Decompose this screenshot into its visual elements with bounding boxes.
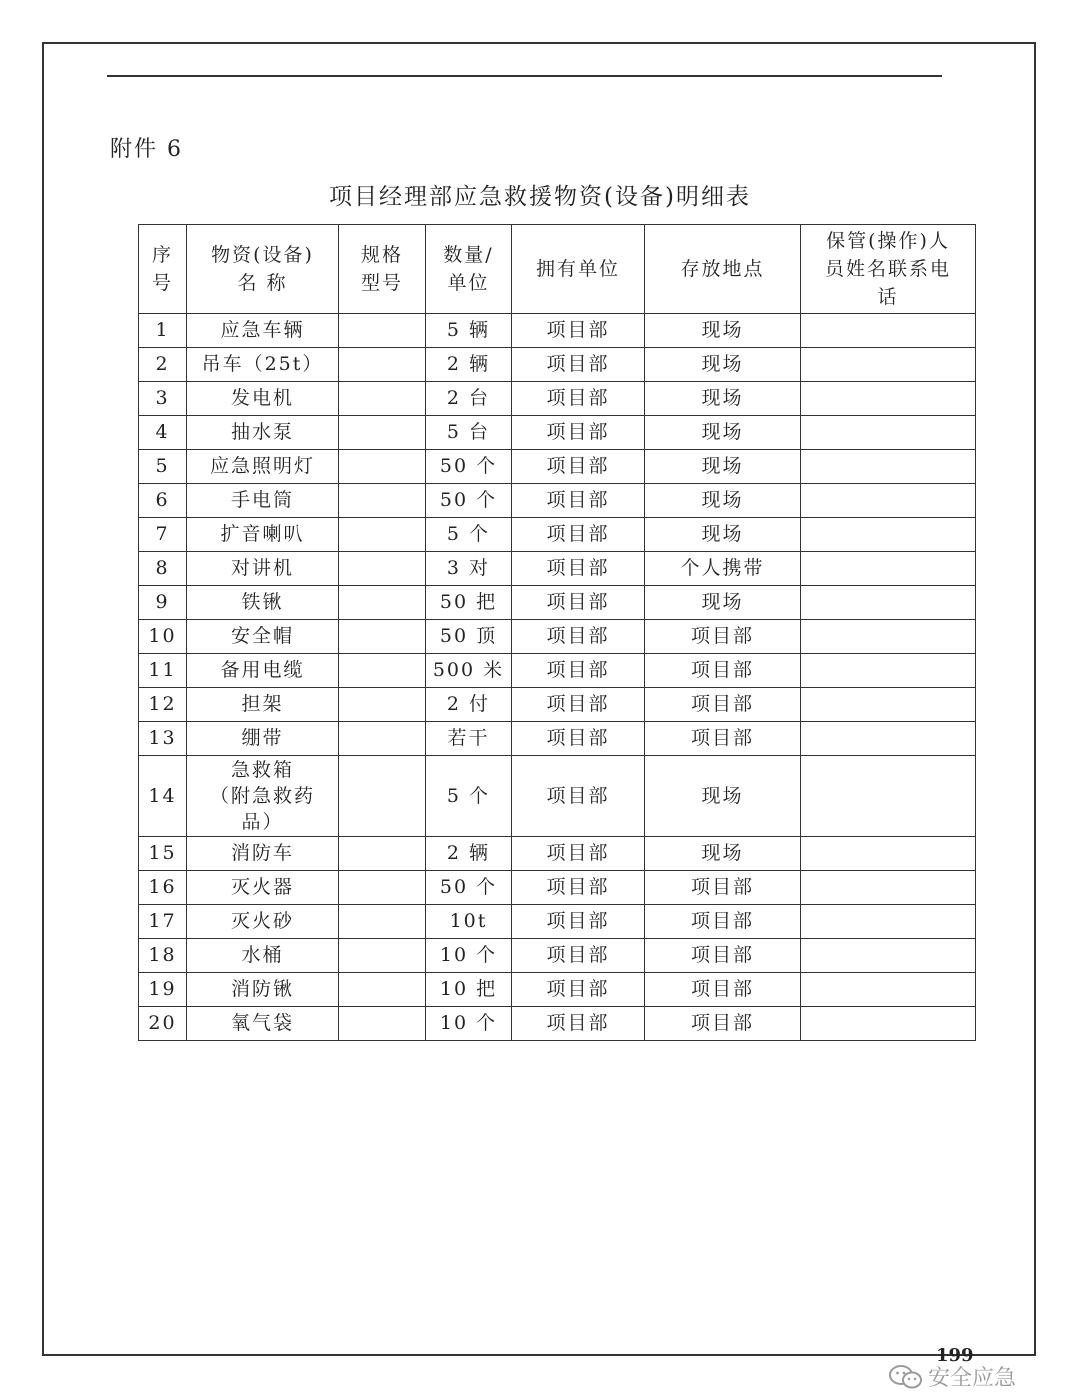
cell-spec	[339, 586, 426, 620]
cell-no: 5	[139, 450, 187, 484]
cell-qty: 10t	[426, 905, 512, 939]
cell-spec	[339, 837, 426, 871]
cell-location: 现场	[645, 837, 801, 871]
cell-name: 抽水泵	[187, 416, 339, 450]
cell-keeper	[801, 905, 976, 939]
cell-keeper	[801, 552, 976, 586]
cell-keeper	[801, 518, 976, 552]
table-row	[139, 688, 976, 722]
cell-name: 水桶	[187, 939, 339, 973]
cell-owner: 项目部	[512, 518, 645, 552]
cell-name: 对讲机	[187, 552, 339, 586]
cell-keeper	[801, 484, 976, 518]
cell-spec	[339, 620, 426, 654]
cell-qty: 10 把	[426, 973, 512, 1007]
cell-name: 消防车	[187, 837, 339, 871]
cell-keeper	[801, 722, 976, 756]
table-body	[139, 314, 976, 1041]
cell-no: 18	[139, 939, 187, 973]
header-spec: 规格 型号	[339, 225, 426, 314]
cell-location: 项目部	[645, 939, 801, 973]
document-title: 项目经理部应急救援物资(设备)明细表	[329, 184, 751, 210]
table-row	[139, 722, 976, 756]
cell-location: 项目部	[645, 871, 801, 905]
header-location: 存放地点	[645, 225, 801, 314]
table-row	[139, 586, 976, 620]
table-row	[139, 871, 976, 905]
cell-spec	[339, 416, 426, 450]
cell-owner: 项目部	[512, 484, 645, 518]
cell-location: 现场	[645, 484, 801, 518]
cell-qty: 50 个	[426, 484, 512, 518]
cell-qty: 5 个	[426, 518, 512, 552]
cell-keeper	[801, 348, 976, 382]
cell-no: 20	[139, 1007, 187, 1041]
cell-no: 15	[139, 837, 187, 871]
cell-name: 备用电缆	[187, 654, 339, 688]
cell-spec	[339, 552, 426, 586]
cell-keeper	[801, 382, 976, 416]
cell-keeper	[801, 837, 976, 871]
cell-owner: 项目部	[512, 905, 645, 939]
cell-no: 6	[139, 484, 187, 518]
cell-owner: 项目部	[512, 939, 645, 973]
cell-owner: 项目部	[512, 382, 645, 416]
cell-location: 现场	[645, 382, 801, 416]
table-row	[139, 973, 976, 1007]
cell-owner: 项目部	[512, 973, 645, 1007]
cell-name: 应急车辆	[187, 314, 339, 348]
cell-owner: 项目部	[512, 688, 645, 722]
cell-no: 2	[139, 348, 187, 382]
cell-no: 3	[139, 382, 187, 416]
wechat-icon	[888, 1364, 924, 1390]
cell-owner: 项目部	[512, 654, 645, 688]
cell-no: 8	[139, 552, 187, 586]
cell-location: 项目部	[645, 973, 801, 1007]
cell-no: 14	[139, 756, 187, 837]
cell-location: 项目部	[645, 620, 801, 654]
table-row	[139, 348, 976, 382]
header-qty: 数量/ 单位	[426, 225, 512, 314]
cell-qty: 2 付	[426, 688, 512, 722]
cell-qty: 2 辆	[426, 348, 512, 382]
cell-keeper	[801, 939, 976, 973]
cell-qty: 50 个	[426, 871, 512, 905]
table-row	[139, 382, 976, 416]
cell-no: 12	[139, 688, 187, 722]
cell-no: 19	[139, 973, 187, 1007]
cell-owner: 项目部	[512, 756, 645, 837]
cell-no: 17	[139, 905, 187, 939]
cell-spec	[339, 871, 426, 905]
cell-no: 11	[139, 654, 187, 688]
cell-name: 扩音喇叭	[187, 518, 339, 552]
cell-qty: 3 对	[426, 552, 512, 586]
cell-owner: 项目部	[512, 450, 645, 484]
cell-keeper	[801, 688, 976, 722]
header-owner: 拥有单位	[512, 225, 645, 314]
materials-table	[138, 224, 976, 1041]
cell-location: 项目部	[645, 1007, 801, 1041]
header-no: 序 号	[139, 225, 187, 314]
cell-no: 7	[139, 518, 187, 552]
cell-qty: 若干	[426, 722, 512, 756]
cell-qty: 50 个	[426, 450, 512, 484]
header-rule	[107, 75, 942, 77]
cell-location: 个人携带	[645, 552, 801, 586]
annex-label: 附件 6	[110, 137, 183, 162]
cell-qty: 2 台	[426, 382, 512, 416]
cell-owner: 项目部	[512, 314, 645, 348]
cell-no: 1	[139, 314, 187, 348]
cell-owner: 项目部	[512, 722, 645, 756]
table-row	[139, 1007, 976, 1041]
table-row	[139, 905, 976, 939]
cell-keeper	[801, 654, 976, 688]
cell-qty: 5 台	[426, 416, 512, 450]
table-row	[139, 314, 976, 348]
cell-name: 担架	[187, 688, 339, 722]
cell-spec	[339, 484, 426, 518]
cell-qty: 5 个	[426, 756, 512, 837]
cell-qty: 500 米	[426, 654, 512, 688]
cell-name: 安全帽	[187, 620, 339, 654]
cell-owner: 项目部	[512, 552, 645, 586]
cell-owner: 项目部	[512, 871, 645, 905]
cell-name: 手电筒	[187, 484, 339, 518]
cell-keeper	[801, 450, 976, 484]
cell-location: 现场	[645, 756, 801, 837]
cell-name: 应急照明灯	[187, 450, 339, 484]
cell-spec	[339, 654, 426, 688]
cell-spec	[339, 314, 426, 348]
table-row	[139, 654, 976, 688]
cell-owner: 项目部	[512, 1007, 645, 1041]
cell-keeper	[801, 1007, 976, 1041]
table-row	[139, 518, 976, 552]
cell-keeper	[801, 416, 976, 450]
cell-name: 吊车（25t）	[187, 348, 339, 382]
cell-qty: 50 顶	[426, 620, 512, 654]
cell-qty: 10 个	[426, 1007, 512, 1041]
cell-name: 发电机	[187, 382, 339, 416]
cell-owner: 项目部	[512, 416, 645, 450]
cell-keeper	[801, 756, 976, 837]
cell-name: 急救箱 （附急救药 品）	[187, 756, 339, 837]
table-row	[139, 837, 976, 871]
watermark	[888, 1361, 1016, 1392]
cell-spec	[339, 348, 426, 382]
cell-keeper	[801, 620, 976, 654]
table-row	[139, 756, 976, 837]
cell-keeper	[801, 586, 976, 620]
cell-owner: 项目部	[512, 837, 645, 871]
page-number: 199	[936, 1345, 974, 1366]
cell-qty: 2 辆	[426, 837, 512, 871]
cell-name: 灭火器	[187, 871, 339, 905]
cell-name: 氧气袋	[187, 1007, 339, 1041]
cell-location: 现场	[645, 348, 801, 382]
cell-location: 项目部	[645, 654, 801, 688]
cell-spec	[339, 939, 426, 973]
table-row	[139, 620, 976, 654]
cell-spec	[339, 688, 426, 722]
cell-owner: 项目部	[512, 620, 645, 654]
cell-no: 13	[139, 722, 187, 756]
cell-qty: 5 辆	[426, 314, 512, 348]
table-row	[139, 552, 976, 586]
cell-owner: 项目部	[512, 348, 645, 382]
cell-keeper	[801, 314, 976, 348]
cell-no: 4	[139, 416, 187, 450]
cell-name: 绷带	[187, 722, 339, 756]
header-name: 物资(设备) 名 称	[187, 225, 339, 314]
cell-spec	[339, 905, 426, 939]
cell-location: 现场	[645, 314, 801, 348]
table-row	[139, 939, 976, 973]
cell-spec	[339, 450, 426, 484]
table-row	[139, 450, 976, 484]
cell-name: 消防锹	[187, 973, 339, 1007]
cell-no: 10	[139, 620, 187, 654]
header-keeper: 保管(操作)人 员姓名联系电 话	[801, 225, 976, 314]
table-row	[139, 416, 976, 450]
cell-location: 现场	[645, 586, 801, 620]
cell-keeper	[801, 973, 976, 1007]
table-header-row	[139, 225, 976, 314]
watermark-text: 安全应急	[928, 1366, 1017, 1391]
cell-qty: 50 把	[426, 586, 512, 620]
cell-location: 现场	[645, 450, 801, 484]
cell-spec	[339, 973, 426, 1007]
cell-name: 铁锹	[187, 586, 339, 620]
cell-owner: 项目部	[512, 586, 645, 620]
cell-spec	[339, 722, 426, 756]
cell-no: 16	[139, 871, 187, 905]
cell-spec	[339, 756, 426, 837]
cell-keeper	[801, 871, 976, 905]
cell-spec	[339, 518, 426, 552]
cell-location: 现场	[645, 518, 801, 552]
cell-no: 9	[139, 586, 187, 620]
table-row	[139, 484, 976, 518]
cell-spec	[339, 1007, 426, 1041]
cell-location: 项目部	[645, 722, 801, 756]
cell-location: 现场	[645, 416, 801, 450]
cell-spec	[339, 382, 426, 416]
cell-location: 项目部	[645, 688, 801, 722]
cell-qty: 10 个	[426, 939, 512, 973]
cell-location: 项目部	[645, 905, 801, 939]
cell-name: 灭火砂	[187, 905, 339, 939]
